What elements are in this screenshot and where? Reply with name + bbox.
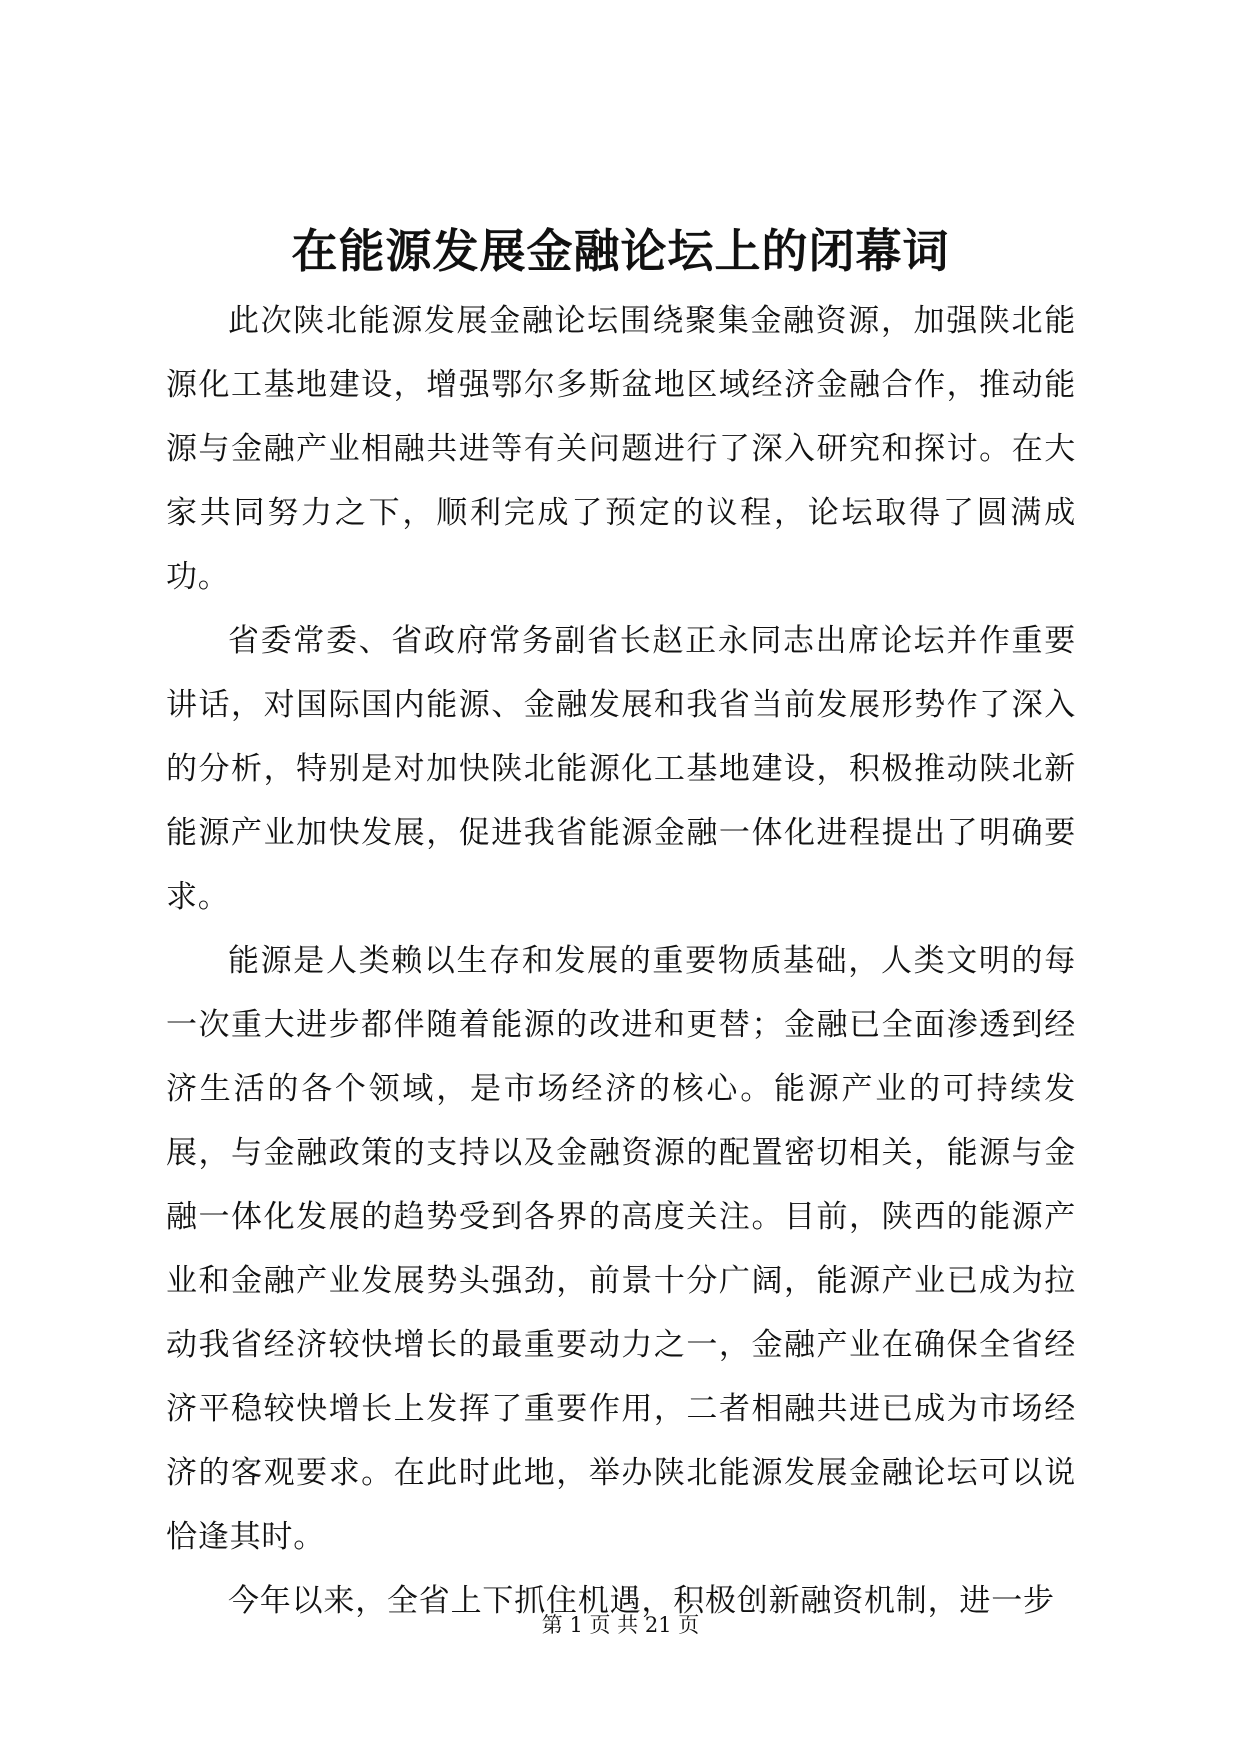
paragraph: 此次陕北能源发展金融论坛围绕聚集金融资源，加强陕北能源化工基地建设，增强鄂尔多斯盆地区域经济金融合作，推动能源与金融产业相融共进等有关问题进行了深入研究和探讨。在大家共同努力之下，顺利完成了预定的议程，论坛取得了圆满成功。 [166, 303, 1076, 595]
paragraph: 能源是人类赖以生存和发展的重要物质基础，人类文明的每一次重大进步都伴随着能源的改进和更替；金融已全面渗透到经济生活的各个领域，是市场经济的核心。能源产业的可持续发展，与金融政策的支持以及金融资源的配置密切相关，能源与金融一体化发展的趋势受到各界的高度关注。目前，陕西的能源产业和金融产业发展势头强劲，前景十分广阔，能源产业已成为拉动我省经济较快增长的最重要动力之一，金融产业在确保全省经济平稳较快增长上发挥了重要作用，二者相融共进已成为市场经济的客观要求。在此时此地，举办陕北能源发展金融论坛可以说恰逢其时。 [166, 943, 1076, 1555]
page-number-footer: 第 1 页 共 21 页 [541, 1613, 700, 1637]
paragraph: 今年以来，全省上下抓住机遇，积极创新融资机制，进一步 [228, 1583, 1055, 1619]
document-title: 在能源发展金融论坛上的闭幕词 [291, 224, 950, 278]
document-body [166, 289, 1076, 1633]
paragraph: 省委常委、省政府常务副省长赵正永同志出席论坛并作重要讲话，对国际国内能源、金融发展和我省当前发展形势作了深入的分析，特别是对加快陕北能源化工基地建设，积极推动陕北新能源产业加快发展，促进我省能源金融一体化进程提出了明确要求。 [166, 623, 1076, 915]
